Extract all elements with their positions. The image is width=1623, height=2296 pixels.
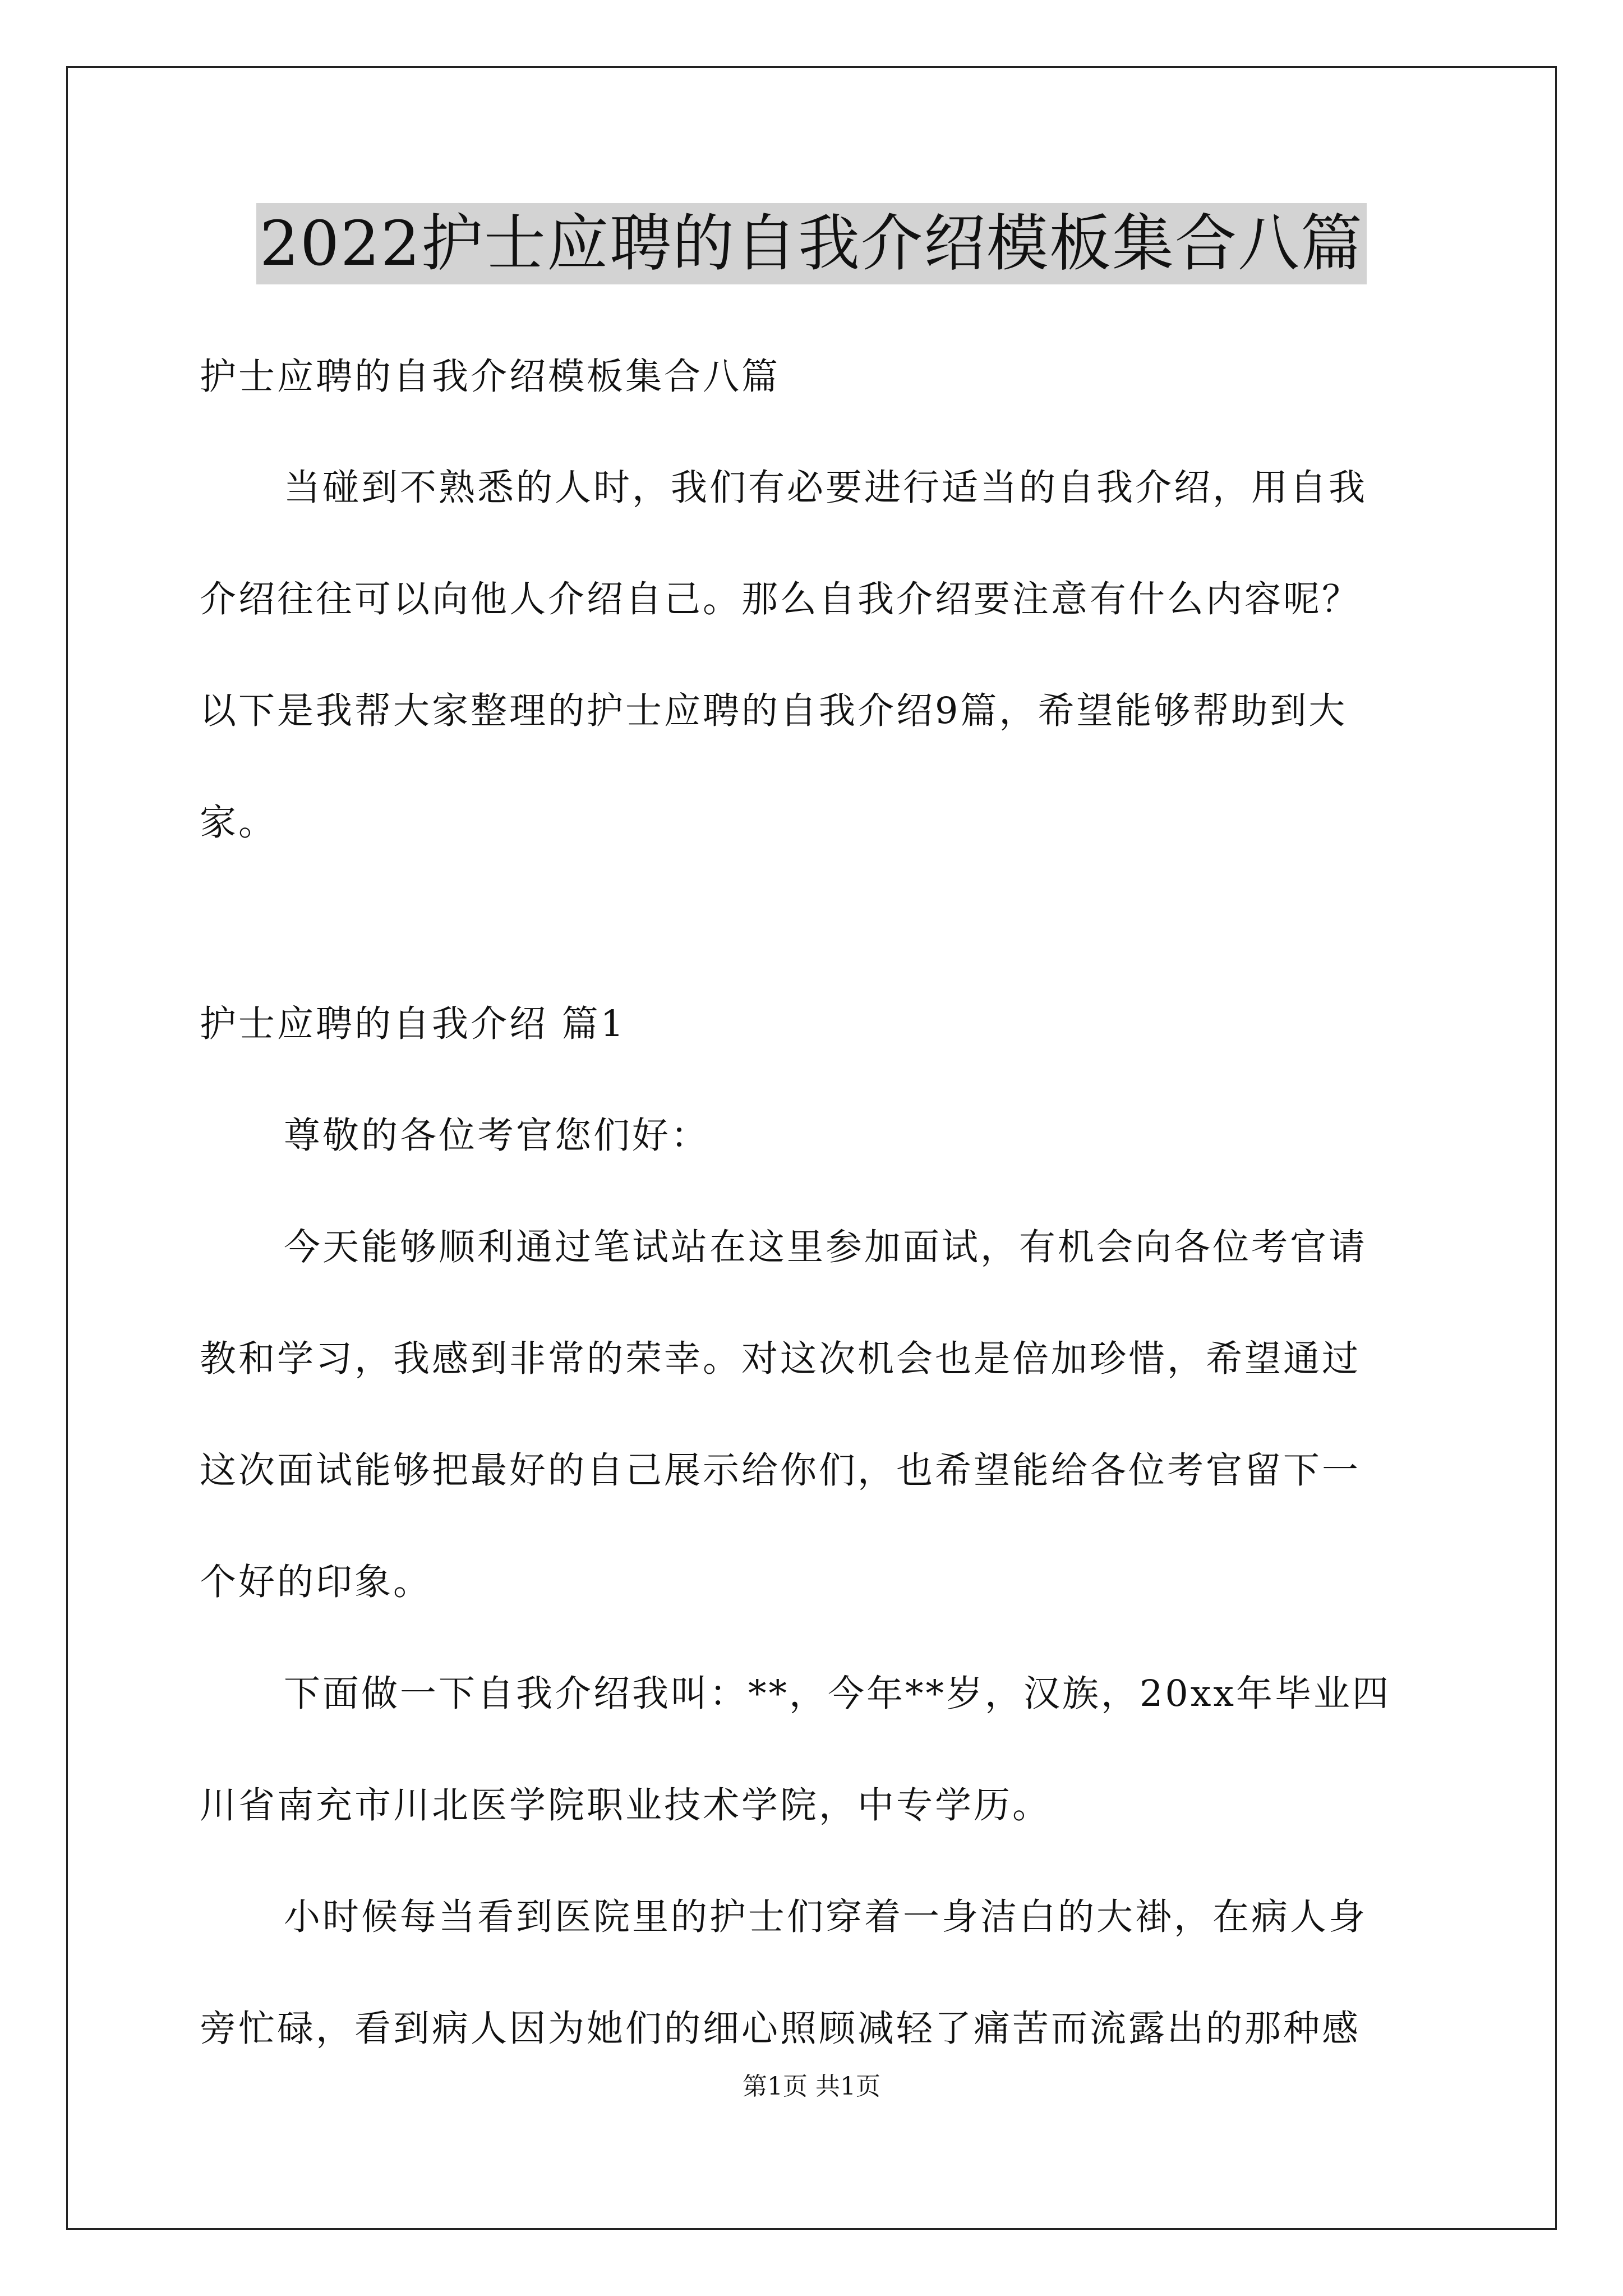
para1-line-4: 个好的印象。 [200, 1561, 432, 1603]
para1-line-2: 教和学习，我感到非常的荣幸。对这次机会也是倍加珍惜，希望通过 [200, 1338, 1361, 1380]
section-heading: 护士应聘的自我介绍 篇1 [200, 1003, 626, 1045]
document-subtitle: 护士应聘的自我介绍模板集合八篇 [200, 356, 781, 398]
para1-line-3: 这次面试能够把最好的自己展示给你们，也希望能给各位考官留下一 [200, 1450, 1361, 1492]
document-title: 2022护士应聘的自我介绍模板集合八篇 [256, 203, 1367, 284]
para2-line-2: 川省南充市川北医学院职业技术学院，中专学历。 [200, 1784, 1052, 1826]
title-container [0, 203, 1623, 284]
page-footer: 第1页 共1页 [743, 2072, 880, 2101]
para3-line-2: 旁忙碌，看到病人因为她们的细心照顾减轻了痛苦而流露出的那种感 [200, 2008, 1361, 2050]
para2-line-1: 下面做一下自我介绍我叫：**，今年**岁，汉族，20xx年毕业四 [284, 1673, 1391, 1715]
para3-line-1: 小时候每当看到医院里的护士们穿着一身洁白的大褂，在病人身 [284, 1896, 1368, 1938]
para1-line-1: 今天能够顺利通过笔试站在这里参加面试，有机会向各位考官请 [284, 1226, 1368, 1268]
intro-line-4: 家。 [200, 802, 278, 844]
greeting: 尊敬的各位考官您们好： [284, 1115, 710, 1157]
intro-line-3: 以下是我帮大家整理的护士应聘的自我介绍9篇，希望能够帮助到大 [200, 690, 1348, 732]
intro-line-1: 当碰到不熟悉的人时，我们有必要进行适当的自我介绍，用自我 [284, 467, 1368, 509]
intro-line-2: 介绍往往可以向他人介绍自己。那么自我介绍要注意有什么内容呢？ [200, 578, 1361, 620]
